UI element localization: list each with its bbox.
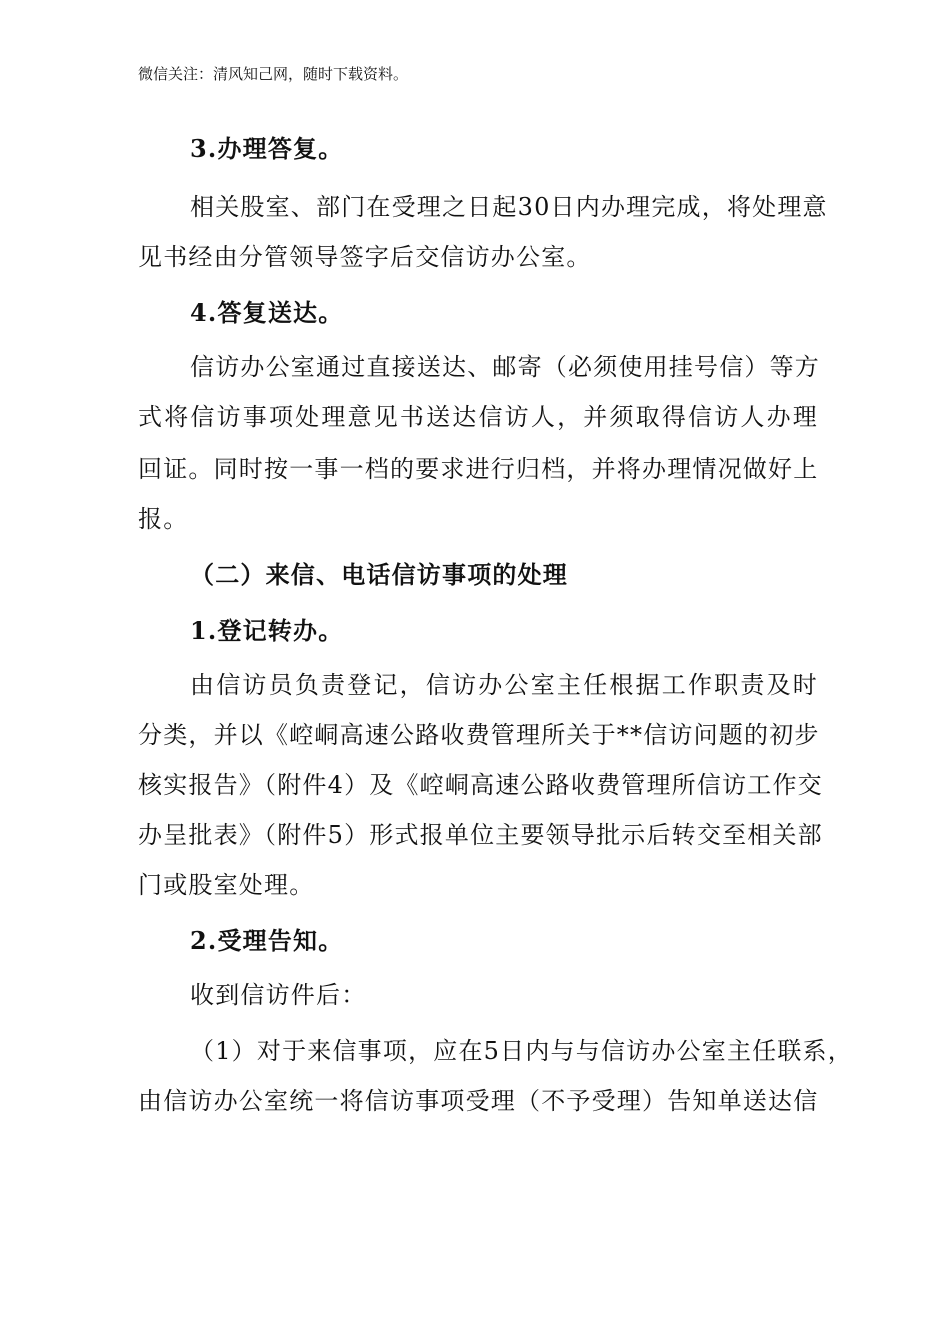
paragraph-line: 见书经由分管领导签字后交信访办公室。: [138, 243, 592, 271]
paragraph-line: 收到信访件后：: [190, 981, 367, 1009]
part-heading-2: （二）来信、电话信访事项的处理: [190, 560, 568, 589]
header-note: 微信关注：清风知己网，随时下载资料。: [138, 65, 409, 83]
paragraph-line: 办呈批表》（附件5）形式报单位主要领导批示后转交至相关部: [138, 821, 823, 849]
section-heading-1: 1.登记转办。: [190, 616, 344, 645]
paragraph-line: 信访办公室通过直接送达、邮寄（必须使用挂号信）等方: [190, 353, 820, 381]
paragraph-line: 报。: [138, 505, 189, 533]
paragraph-line: 由信访员负责登记，信访办公室主任根据工作职责及时: [190, 671, 818, 699]
paragraph-line: 核实报告》（附件4）及《崆峒高速公路收费管理所信访工作交: [138, 771, 823, 799]
section-heading-3: 3.办理答复。: [190, 134, 344, 163]
paragraph-line: 式将信访事项处理意见书送达信访人，并须取得信访人办理: [138, 403, 818, 431]
paragraph-line: 回证。同时按一事一档的要求进行归档，并将办理情况做好上: [138, 455, 819, 483]
paragraph-line: （1）对于来信事项，应在5日内与与信访办公室主任联系，: [190, 1037, 853, 1065]
paragraph-line: 由信访办公室统一将信访事项受理（不予受理）告知单送达信: [138, 1087, 819, 1115]
section-heading-4: 4.答复送达。: [190, 298, 344, 327]
paragraph-line: 分类，并以《崆峒高速公路收费管理所关于**信访问题的初步: [138, 721, 820, 749]
paragraph-line: 门或股室处理。: [138, 871, 315, 899]
paragraph-line: 相关股室、部门在受理之日起30日内办理完成，将处理意: [190, 193, 828, 221]
section-heading-2: 2.受理告知。: [190, 926, 344, 955]
